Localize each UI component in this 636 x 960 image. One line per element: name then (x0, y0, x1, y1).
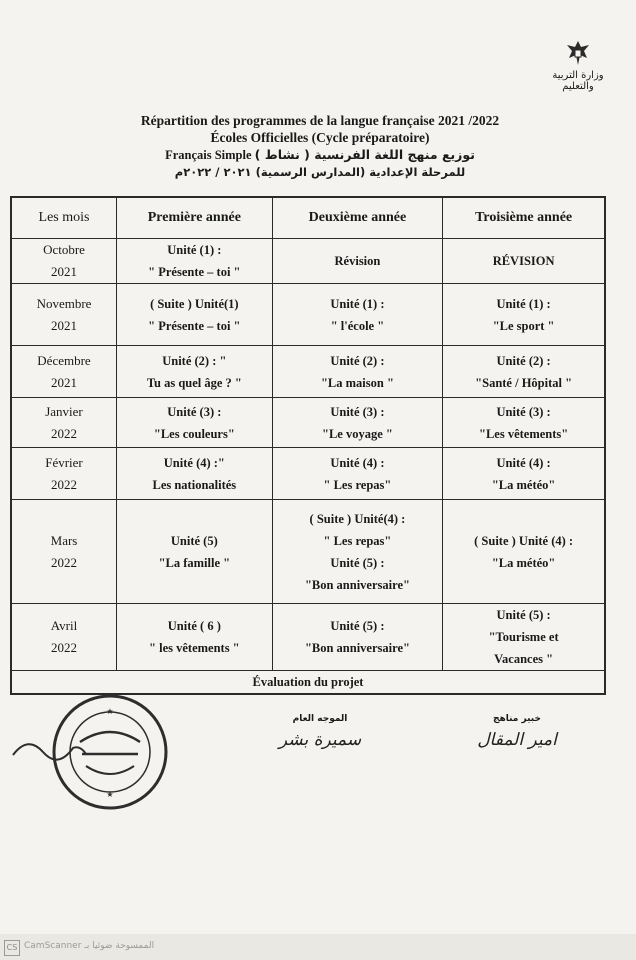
month-year: 2021 (51, 317, 77, 333)
first-year-cell (117, 284, 273, 346)
first-year-cell (117, 398, 273, 448)
second-year-cell (272, 346, 443, 398)
third-year-cell (443, 398, 605, 448)
cell-line: Unité (4) :" (163, 455, 225, 470)
cell-line: RÉVISION (492, 254, 555, 268)
month-year: 2022 (51, 640, 77, 655)
cell-line: "Les couleurs" (153, 426, 235, 441)
cell-line: " les vêtements " (149, 641, 240, 655)
month-cell (11, 284, 117, 346)
cell-line: Révision (334, 254, 381, 268)
document-header (120, 112, 520, 181)
cell-line: Unité ( 6 ) (167, 619, 221, 633)
header-cell-first-year: Première année (117, 197, 273, 239)
table-row (11, 239, 605, 284)
expert-signature-block (452, 714, 582, 750)
cell-line: "Le sport " (492, 318, 555, 333)
header-program-ar: توزيع منهج اللغة الفرنسية ( نشاط ) (254, 147, 475, 162)
cell-line: "La météo" (491, 477, 556, 492)
third-year-cell (443, 346, 605, 398)
third-year-cell (443, 239, 605, 284)
second-year-cell (272, 500, 443, 604)
cell-line: Tu as quel âge ? " (146, 375, 242, 390)
cell-line: " Présente – toi " (148, 318, 241, 333)
month-name: Octobre (43, 242, 85, 257)
cell-line: " Les repas" (323, 533, 392, 548)
cell-line: Unité (1) : (496, 296, 551, 311)
cell-line: Unité (1) : (330, 296, 385, 311)
first-year-cell (117, 239, 273, 284)
month-cell (11, 500, 117, 604)
cell-line: Unité (2) : " (162, 353, 227, 368)
supervisor-signature: سميرة بشر (278, 730, 362, 750)
supervisor-signature-block (220, 714, 420, 750)
month-name: Mars (50, 532, 78, 548)
month-year: 2022 (51, 425, 77, 441)
month-name: Janvier (45, 403, 83, 419)
header-title: Répartition des programmes de la langue française 2021 /2022 (140, 113, 500, 128)
cell-line: "Bon anniversaire" (304, 641, 410, 655)
cell-line: ( Suite ) Unité(1) (150, 296, 239, 311)
table-row (11, 604, 605, 671)
third-year-cell (443, 604, 605, 671)
schedule-table (10, 196, 606, 695)
month-name: Décembre (37, 352, 91, 368)
header-cell-month: Les mois (11, 197, 117, 239)
second-year-cell (272, 604, 443, 671)
month-cell (11, 604, 117, 671)
cell-line: Unité (5) : (496, 608, 551, 622)
second-year-cell (272, 398, 443, 448)
ministry-logo-block (538, 38, 618, 92)
camscanner-icon: CS (4, 940, 20, 956)
cell-line: "Le voyage " (322, 426, 393, 441)
second-year-cell (272, 448, 443, 500)
second-year-cell (272, 284, 443, 346)
cell-line: " Les repas" (323, 477, 392, 492)
month-year: 2022 (51, 554, 77, 570)
month-cell (11, 346, 117, 398)
header-cell-third-year: Troisième année (443, 197, 605, 239)
cell-line: Unité (5) : (330, 619, 385, 633)
cell-line: Unité (3) : (330, 404, 385, 419)
header-program (120, 146, 520, 164)
cell-line: "La météo" (491, 555, 556, 570)
cell-line: ( Suite ) Unité (4) : (474, 533, 574, 548)
stamp-signature-scribble-icon (8, 730, 88, 770)
header-stage-ar: للمرحلة الإعدادية (المدارس الرسمية) ٢٠٢١ / ٢٠٢٢م (174, 165, 466, 179)
table-row (11, 398, 605, 448)
table-row (11, 500, 605, 604)
svg-text:★: ★ (106, 790, 114, 799)
svg-text:★: ★ (106, 707, 114, 716)
cell-line: Vacances " (494, 652, 554, 666)
cell-line: "Tourisme et (488, 630, 559, 644)
header-schools: Écoles Officielles (Cycle préparatoire) (210, 130, 430, 145)
third-year-cell (443, 500, 605, 604)
expert-signature: امير المقال (477, 730, 557, 750)
cell-line: "La famille " (158, 555, 231, 570)
month-name: Avril (50, 618, 78, 633)
month-year: 2022 (51, 476, 77, 492)
cell-line: Unité (5) : (330, 555, 385, 570)
cell-line: Unité (1) : (167, 243, 222, 257)
cell-line: Unité (4) : (330, 455, 385, 470)
evaluation-row (11, 671, 605, 695)
month-name: Novembre (36, 295, 92, 311)
cell-line: Unité (4) : (496, 455, 551, 470)
cell-line: "La maison " (320, 375, 394, 390)
cell-line: Unité (5) (170, 533, 218, 548)
cell-line: "Bon anniversaire" (304, 577, 410, 592)
third-year-cell (443, 284, 605, 346)
table-row (11, 346, 605, 398)
first-year-cell (117, 448, 273, 500)
first-year-cell (117, 604, 273, 671)
evaluation-cell: Évaluation du projet (11, 671, 605, 695)
month-year: 2021 (51, 374, 77, 390)
month-cell (11, 398, 117, 448)
month-year: 2021 (51, 264, 77, 279)
cell-line: " l'école " (330, 318, 385, 333)
header-program-fr: Français Simple (165, 148, 252, 162)
supervisor-label: الموجه العام (292, 714, 348, 724)
scanner-watermark-text: الممسوحة ضوئيا بـ CamScanner (24, 941, 155, 951)
scanner-footer (0, 934, 636, 960)
first-year-cell (117, 346, 273, 398)
cell-line: Unité (2) : (330, 353, 385, 368)
first-year-cell (117, 500, 273, 604)
month-name: Février (45, 454, 83, 470)
cell-line: ( Suite ) Unité(4) : (309, 511, 406, 526)
cell-line: Unité (3) : (167, 404, 222, 419)
ministry-name: وزارة التربية والتعليم (552, 70, 604, 92)
table-header-row (11, 197, 605, 239)
header-cell-second-year: Deuxième année (272, 197, 443, 239)
cell-line: Les nationalités (152, 477, 237, 492)
second-year-cell (272, 239, 443, 284)
table-row (11, 448, 605, 500)
cell-line: " Présente – toi " (148, 265, 241, 279)
third-year-cell (443, 448, 605, 500)
cell-line: Unité (3) : (496, 404, 551, 419)
cell-line: "Santé / Hôpital " (475, 375, 573, 390)
month-cell (11, 239, 117, 284)
month-cell (11, 448, 117, 500)
table-row (11, 284, 605, 346)
cell-line: "Les vêtements" (479, 426, 569, 441)
cell-line: Unité (2) : (496, 353, 551, 368)
expert-label: خبير مناهج (493, 714, 541, 724)
schedule-body (11, 239, 605, 671)
eagle-emblem-icon (563, 38, 593, 68)
